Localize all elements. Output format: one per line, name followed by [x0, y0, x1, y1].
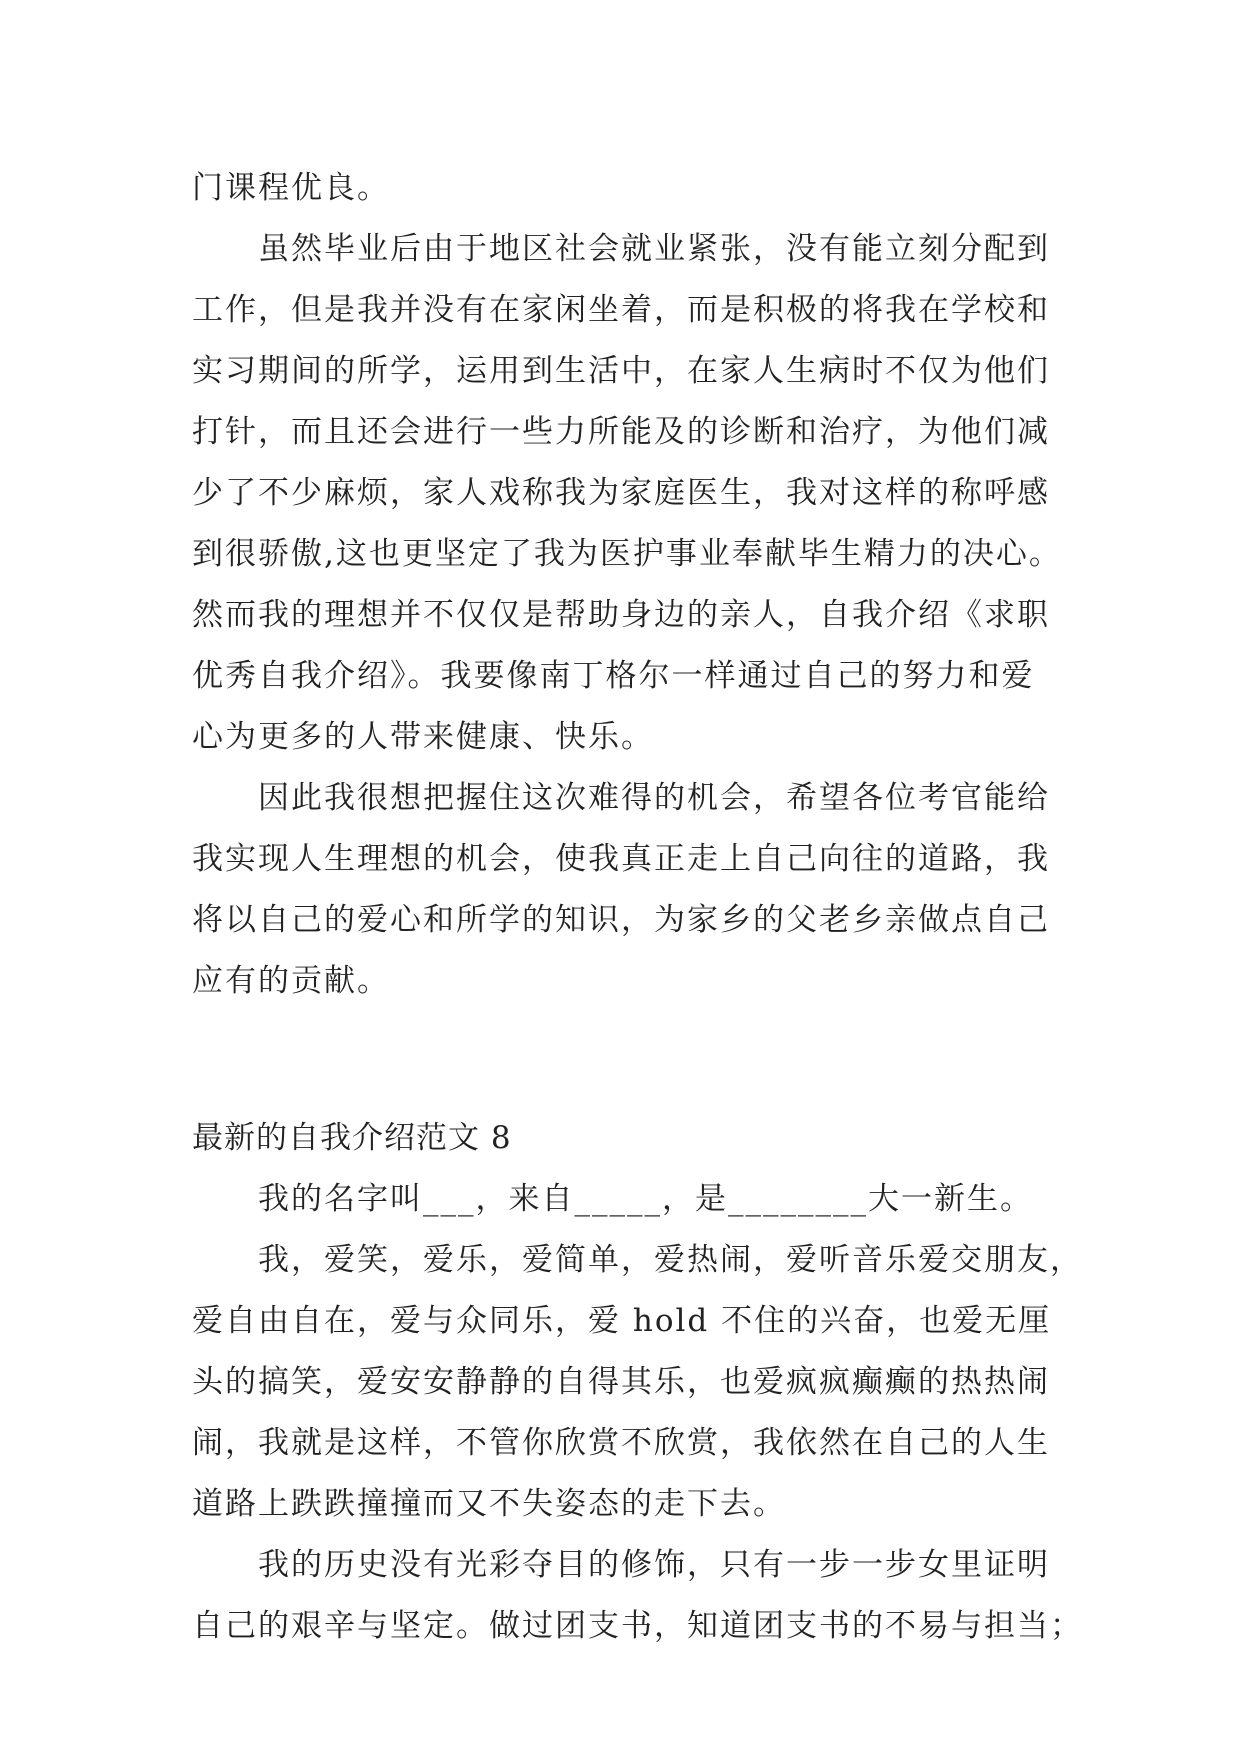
text-line: 虽然毕业后由于地区社会就业紧张，没有能立刻分配到 — [192, 231, 1050, 267]
text-line: 工作，但是我并没有在家闲坐着，而是积极的将我在学校和 — [192, 292, 1050, 328]
text-line: 少了不少麻烦，家人戏称我为家庭医生，我对这样的称呼感 — [192, 475, 1050, 511]
text-line: 心为更多的人带来健康、快乐。 — [192, 719, 654, 755]
text-line: 因此我很想把握住这次难得的机会，希望各位考官能给 — [192, 780, 1050, 816]
text-line: 优秀自我介绍》。我要像南丁格尔一样通过自己的努力和爱 — [192, 658, 1035, 694]
text-line: 自己的艰辛与坚定。做过团支书，知道团支书的不易与担当； — [192, 1608, 1083, 1644]
text-line: 打针，而且还会进行一些力所能及的诊断和治疗，为他们减 — [192, 414, 1050, 450]
text-line: 道路上跌跌撞撞而又不失姿态的走下去。 — [192, 1486, 786, 1522]
text-line: 应有的贡献。 — [192, 963, 390, 999]
text-line: 我实现人生理想的机会，使我真正走上自己向往的道路，我 — [192, 841, 1050, 877]
text-line: 实习期间的所学，运用到生活中，在家人生病时不仅为他们 — [192, 353, 1050, 389]
text-line: 到很骄傲,这也更坚定了我为医护事业奉献毕生精力的决心。 — [192, 536, 1062, 572]
document-body — [192, 158, 1083, 1657]
text-line: 门课程优良。 — [192, 170, 390, 206]
text-line: 我，爱笑，爱乐，爱简单，爱热闹，爱听音乐爱交朋友， — [192, 1242, 1083, 1278]
text-line: 然而我的理想并不仅仅是帮助身边的亲人，自我介绍《求职 — [192, 597, 1050, 633]
section-heading: 最新的自我介绍范文 8 — [192, 1120, 512, 1156]
text-line: 我的历史没有光彩夺目的修饰，只有一步一步女里证明 — [192, 1547, 1050, 1583]
text-line: 将以自己的爱心和所学的知识，为家乡的父老乡亲做点自己 — [192, 902, 1050, 938]
text-line: 闹，我就是这样，不管你欣赏不欣赏，我依然在自己的人生 — [192, 1425, 1050, 1461]
section-gap — [192, 1012, 1062, 1108]
text-line: 我的名字叫___，来自_____，是________大一新生。 — [192, 1181, 1033, 1217]
text-line: 头的搞笑，爱安安静静的自得其乐，也爱疯疯癫癫的热热闹 — [192, 1364, 1050, 1400]
text-line: 爱自由自在，爱与众同乐，爱 hold 不住的兴奋，也爱无厘 — [192, 1303, 1052, 1339]
